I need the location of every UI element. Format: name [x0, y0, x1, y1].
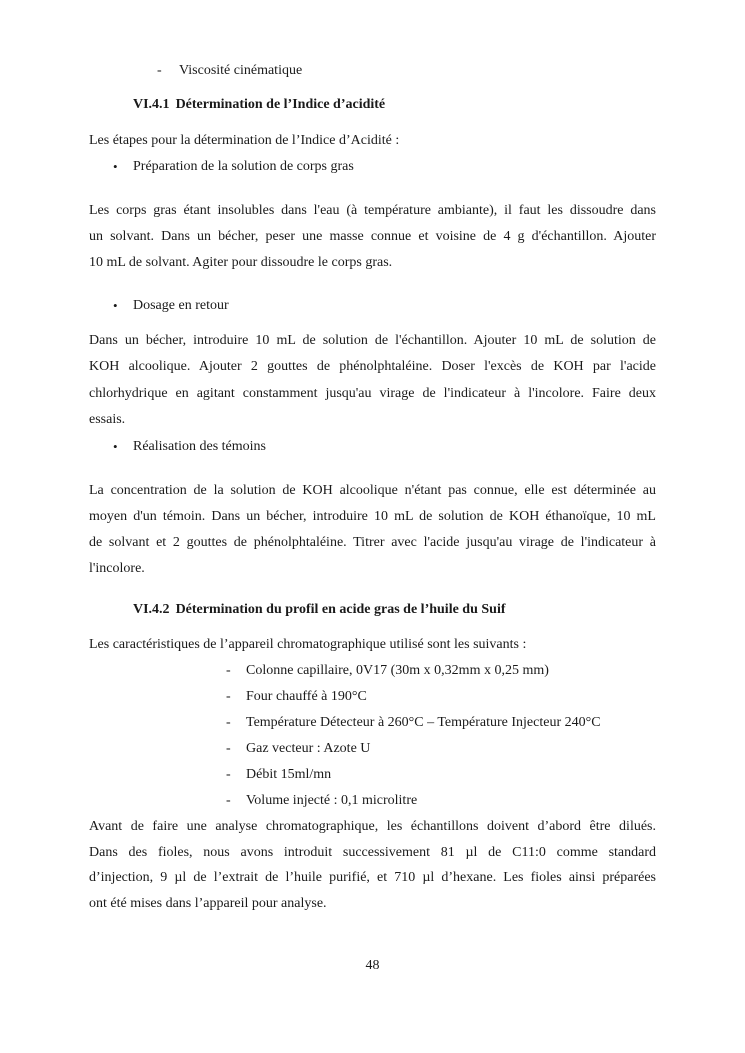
paragraph-line: de solvant et 2 gouttes de phénolphtaléine. Titrer avec l'acide jusqu'au virage de l'indicateur à	[89, 535, 656, 550]
list-item-text: Four chauffé à 190°C	[246, 689, 367, 704]
list-dash: -	[157, 63, 162, 78]
bullet-icon: •	[113, 159, 118, 174]
bullet-label: Réalisation des témoins	[133, 439, 266, 454]
section-number: VI.4.1	[133, 97, 170, 112]
paragraph-line: moyen d'un témoin. Dans un bécher, introduire 10 mL de solution de KOH éthanoïque, 10 mL	[89, 509, 656, 524]
section-intro: Les caractéristiques de l’appareil chromatographique utilisé sont les suivants :	[89, 637, 527, 652]
section-number: VI.4.2	[133, 602, 170, 617]
paragraph-line: d’injection, 9 µl de l’extrait de l’huile purifié, et 710 µl d’hexane. Les fioles ainsi préparées	[89, 870, 656, 885]
page-number: 48	[365, 958, 380, 973]
paragraph-line: chlorhydrique en agitant constamment jusqu'au virage de l'indicateur à l'incolore. Faire deux	[89, 386, 656, 401]
list-dash: -	[226, 793, 231, 808]
paragraph-line: Les corps gras étant insolubles dans l'eau (à température ambiante), il faut les dissoudre dans	[89, 203, 656, 218]
paragraph-line: ont été mises dans l’appareil pour analyse.	[89, 896, 327, 911]
paragraph-line: La concentration de la solution de KOH alcoolique n'étant pas connue, elle est déterminée au	[89, 483, 656, 498]
section-heading	[133, 96, 385, 114]
section-title: Détermination de l’Indice d’acidité	[175, 97, 386, 112]
paragraph-line: 10 mL de solvant. Agiter pour dissoudre le corps gras.	[89, 255, 393, 270]
bullet-icon: •	[113, 439, 118, 454]
paragraph-line: Avant de faire une analyse chromatographique, les échantillons doivent d’abord être dilués.	[89, 819, 656, 834]
paragraph-line: Dans un bécher, introduire 10 mL de solution de l'échantillon. Ajouter 10 mL de solution de	[89, 333, 656, 348]
list-item-text: Colonne capillaire, 0V17 (30m x 0,32mm x 0,25 mm)	[246, 663, 549, 678]
list-dash: -	[226, 715, 231, 730]
paragraph-line: l'incolore.	[89, 561, 145, 576]
section-intro: Les étapes pour la détermination de l’Indice d’Acidité :	[89, 133, 400, 148]
list-dash: -	[226, 689, 231, 704]
bullet-icon: •	[113, 298, 118, 313]
section-heading	[133, 601, 506, 619]
paragraph-line: essais.	[89, 412, 126, 427]
list-item-text: Volume injecté : 0,1 microlitre	[246, 793, 418, 808]
bullet-label: Dosage en retour	[133, 298, 229, 313]
paragraph-line: KOH alcoolique. Ajouter 2 gouttes de phénolphtaléine. Doser l'excès de KOH par l'acide	[89, 359, 656, 374]
paragraph-line: un solvant. Dans un bécher, peser une masse connue et voisine de 4 g d'échantillon. Ajouter	[89, 229, 656, 244]
list-item-text: Débit 15ml/mn	[246, 767, 332, 782]
list-dash: -	[226, 741, 231, 756]
bullet-label: Préparation de la solution de corps gras	[133, 159, 354, 174]
section-title: Détermination du profil en acide gras de l’huile du Suif	[175, 602, 506, 617]
list-item-text: Gaz vecteur : Azote U	[246, 741, 371, 756]
list-dash: -	[226, 767, 231, 782]
paragraph-line: Dans des fioles, nous avons introduit successivement 81 µl de C11:0 comme standard	[89, 845, 656, 860]
list-item-text: Viscosité cinématique	[179, 63, 303, 78]
list-dash: -	[226, 663, 231, 678]
list-item-text: Température Détecteur à 260°C – Température Injecteur 240°C	[246, 715, 601, 730]
